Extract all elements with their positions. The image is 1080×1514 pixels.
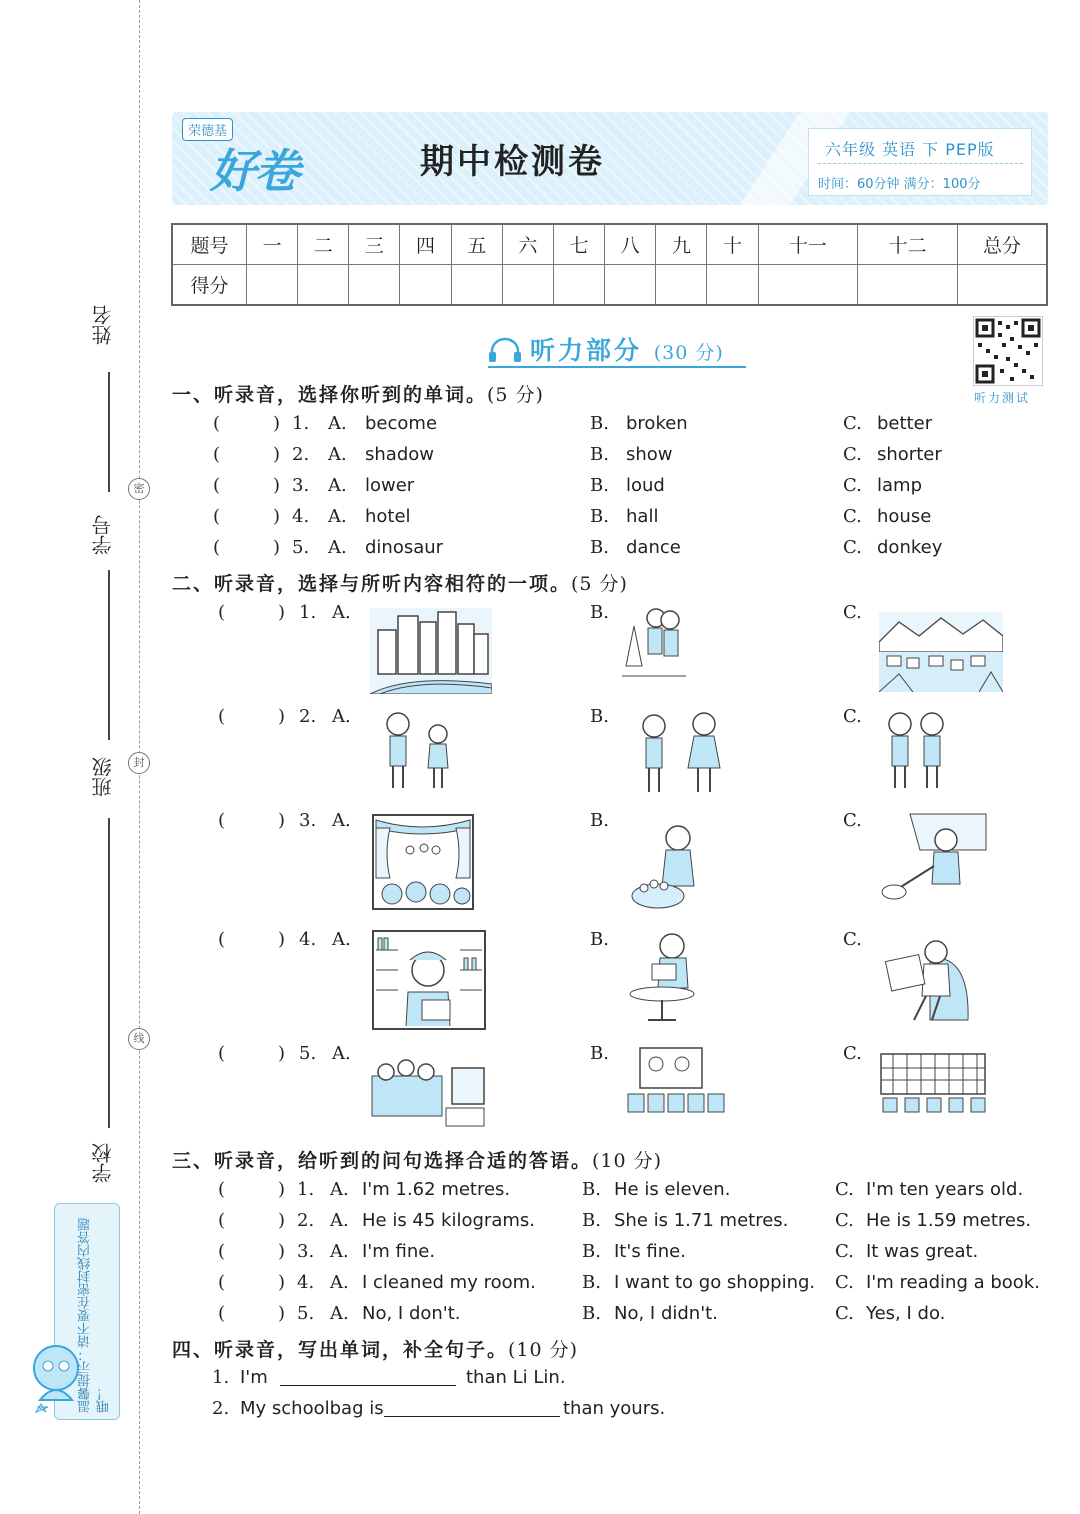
- option-c: shorter: [877, 444, 942, 465]
- section4-heading-text: 四、听录音，写出单词，补全句子。: [172, 1339, 509, 1361]
- s4-question-1: [0, 1367, 1080, 1397]
- question-number: 4.: [292, 506, 310, 527]
- answer-paren-open: (: [218, 1179, 226, 1200]
- s3-question-3: [0, 1241, 1080, 1271]
- option-a: shadow: [365, 444, 434, 465]
- option-b: hall: [626, 506, 659, 527]
- score-table-cell: 九: [656, 224, 707, 265]
- score-table-score-row: [172, 265, 1047, 306]
- class-write-line: [108, 818, 110, 1128]
- option-a: I'm fine.: [362, 1241, 436, 1262]
- option-b: It's fine.: [614, 1241, 686, 1262]
- two-boys-picture: [882, 710, 952, 790]
- fill-in-blank[interactable]: [280, 1367, 456, 1386]
- option-a-label: A.: [330, 1179, 349, 1200]
- option-b: show: [626, 444, 673, 465]
- option-b-label: B.: [582, 1303, 601, 1324]
- cinema-picture: [626, 1046, 726, 1114]
- answer-paren-open: (: [218, 1043, 226, 1064]
- boy-vacuuming-picture: [880, 810, 988, 902]
- s3-question-5: [0, 1303, 1080, 1333]
- s3-question-2: [0, 1210, 1080, 1240]
- option-c-label: C.: [843, 537, 862, 558]
- option-a-label: A.: [330, 1241, 349, 1262]
- score-table-header-row: [172, 224, 1047, 265]
- answer-paren-close: ): [278, 810, 286, 831]
- option-a-label: A.: [332, 602, 351, 623]
- option-c: I'm reading a book.: [866, 1272, 1040, 1293]
- answer-paren-open: (: [213, 444, 221, 465]
- score-table-cell: 题号: [172, 224, 247, 265]
- school-label: 学校: [91, 1143, 115, 1183]
- option-b: loud: [626, 475, 665, 496]
- score-input-cell[interactable]: [858, 265, 958, 306]
- section1-heading-text: 一、听录音，选择你听到的单词。: [172, 384, 488, 406]
- option-b-label: B.: [590, 475, 609, 496]
- answer-paren-close: ): [278, 706, 286, 727]
- qr-code[interactable]: [973, 316, 1043, 386]
- answer-blank[interactable]: [228, 475, 272, 499]
- score-input-cell[interactable]: [707, 265, 758, 306]
- answer-paren-close: ): [278, 1303, 286, 1324]
- option-a-label: A.: [328, 475, 347, 496]
- sentence-start: I'm: [240, 1367, 268, 1388]
- option-a: become: [365, 413, 438, 434]
- answer-paren-open: (: [218, 1210, 226, 1231]
- score-table: [171, 223, 1048, 306]
- option-b-label: B.: [582, 1241, 601, 1262]
- option-a-label: A.: [330, 1210, 349, 1231]
- listening-title-text: 听力部分: [530, 336, 643, 365]
- fill-in-blank[interactable]: [384, 1398, 560, 1417]
- answer-paren-open: (: [213, 506, 221, 527]
- option-c-label: C.: [835, 1272, 854, 1293]
- option-a-label: A.: [332, 706, 351, 727]
- answer-paren-open: (: [218, 810, 226, 831]
- answer-paren-close: ): [278, 929, 286, 950]
- question-number: 5.: [297, 1303, 315, 1324]
- answer-paren-close: ): [278, 1179, 286, 1200]
- answer-blank[interactable]: [232, 1179, 276, 1203]
- question-number: 3.: [297, 1241, 315, 1262]
- boy-washing-clothes-picture: [628, 822, 714, 914]
- answer-paren-open: (: [218, 1303, 226, 1324]
- option-b-label: B.: [590, 602, 609, 623]
- option-b: broken: [626, 413, 688, 434]
- option-c-label: C.: [843, 706, 862, 727]
- man-reading-newspaper-picture: [884, 936, 972, 1024]
- mountain-village-picture: [879, 612, 1003, 692]
- option-a-label: A.: [332, 929, 351, 950]
- question-number: 2.: [297, 1210, 315, 1231]
- option-c-label: C.: [835, 1210, 854, 1231]
- option-b: I want to go shopping.: [614, 1272, 816, 1293]
- section3-heading: [172, 1146, 662, 1173]
- option-b-label: B.: [590, 444, 609, 465]
- boy-and-girl-picture: [636, 708, 732, 798]
- option-b-label: B.: [590, 506, 609, 527]
- seal-feng: 封: [128, 752, 150, 774]
- tall-boy-short-girl-picture: [378, 710, 458, 790]
- option-c-label: C.: [843, 929, 862, 950]
- option-a-label: A.: [332, 1043, 351, 1064]
- option-c: He is 1.59 metres.: [866, 1210, 1032, 1231]
- section3-heading-text: 三、听录音，给听到的问句选择合适的答语。: [172, 1150, 593, 1172]
- section4-points: (10 分): [508, 1339, 579, 1361]
- brand-tag: 荣德基: [182, 118, 233, 141]
- s3-question-1: [0, 1179, 1080, 1209]
- s1-question-1: [0, 413, 1080, 443]
- score-input-cell[interactable]: [349, 265, 400, 306]
- option-b-label: B.: [582, 1179, 601, 1200]
- option-b-label: B.: [582, 1272, 601, 1293]
- answer-paren-open: (: [218, 706, 226, 727]
- sightseeing-girls-picture: [622, 606, 686, 680]
- score-table-cell: 十二: [858, 224, 958, 265]
- answer-blank[interactable]: [232, 1043, 276, 1067]
- answer-blank[interactable]: [232, 929, 276, 953]
- section3-points: (10 分): [592, 1150, 663, 1172]
- answer-blank[interactable]: [232, 706, 276, 730]
- s1-question-4: [0, 506, 1080, 536]
- score-input-cell[interactable]: [298, 265, 349, 306]
- stage-show-picture: [372, 814, 474, 910]
- answer-blank[interactable]: [228, 444, 272, 468]
- score-input-cell[interactable]: [502, 265, 553, 306]
- listening-underline: [488, 366, 746, 368]
- s1-question-3: [0, 475, 1080, 505]
- answer-blank[interactable]: [228, 413, 272, 437]
- answer-paren-open: (: [218, 602, 226, 623]
- answer-paren-close: ): [278, 602, 286, 623]
- option-b-label: B.: [590, 413, 609, 434]
- option-c-label: C.: [843, 1043, 862, 1064]
- answer-blank[interactable]: [232, 1210, 276, 1234]
- section4-heading: [172, 1335, 578, 1362]
- option-a: No, I don't.: [362, 1303, 461, 1324]
- answer-paren-open: (: [213, 413, 221, 434]
- option-a: hotel: [365, 506, 411, 527]
- qr-caption: 听力测试: [974, 391, 1031, 405]
- option-a-label: A.: [332, 810, 351, 831]
- option-b-label: B.: [590, 537, 609, 558]
- question-number: 2.: [292, 444, 310, 465]
- question-number: 1.: [299, 602, 317, 623]
- option-a-label: A.: [328, 506, 347, 527]
- option-a-label: A.: [330, 1303, 349, 1324]
- sentence-end: than yours.: [563, 1398, 666, 1419]
- option-c-label: C.: [843, 602, 862, 623]
- option-b: He is eleven.: [614, 1179, 731, 1200]
- listening-title: [488, 331, 724, 367]
- s3-question-4: [0, 1272, 1080, 1302]
- option-a-label: A.: [330, 1272, 349, 1293]
- question-number: 1.: [292, 413, 310, 434]
- sentence-end: than Li Lin.: [466, 1367, 566, 1388]
- answer-blank[interactable]: [232, 810, 276, 834]
- s1-question-5: [0, 537, 1080, 567]
- score-table-cell: 三: [349, 224, 400, 265]
- option-c: Yes, I do.: [866, 1303, 946, 1324]
- question-number: 3.: [292, 475, 310, 496]
- option-c-label: C.: [843, 444, 862, 465]
- seal-xian: 线: [128, 1028, 150, 1050]
- score-input-cell[interactable]: [247, 265, 298, 306]
- option-c-label: C.: [843, 810, 862, 831]
- score-input-cell[interactable]: [400, 265, 451, 306]
- seal-mi: 密: [128, 478, 150, 500]
- option-b-label: B.: [590, 1043, 609, 1064]
- score-input-cell[interactable]: [553, 265, 604, 306]
- score-table-cell: 六: [502, 224, 553, 265]
- option-c-label: C.: [835, 1179, 854, 1200]
- option-c-label: C.: [843, 413, 862, 434]
- answer-blank[interactable]: [232, 1303, 276, 1327]
- section1-heading: [172, 380, 544, 407]
- option-b-label: B.: [582, 1210, 601, 1231]
- answer-paren-open: (: [213, 537, 221, 558]
- option-a-label: A.: [328, 537, 347, 558]
- family-watching-tv-picture: [368, 1046, 486, 1128]
- section1-points: (5 分): [487, 384, 544, 406]
- option-a: I cleaned my room.: [362, 1272, 536, 1293]
- option-b-label: B.: [590, 929, 609, 950]
- name-label: 姓名: [91, 305, 115, 345]
- score-table-cell: 七: [553, 224, 604, 265]
- headphones-icon: [488, 337, 530, 363]
- option-c: It was great.: [866, 1241, 979, 1262]
- option-c: lamp: [877, 475, 922, 496]
- question-number: 4.: [299, 929, 317, 950]
- question-number: 1.: [297, 1179, 315, 1200]
- score-table-cell: 一: [247, 224, 298, 265]
- option-b-label: B.: [590, 810, 609, 831]
- question-number: 1.: [212, 1367, 230, 1388]
- option-c: donkey: [877, 537, 943, 558]
- brand-logo: 好卷: [210, 144, 298, 198]
- option-a-label: A.: [328, 444, 347, 465]
- option-c-label: C.: [835, 1303, 854, 1324]
- answer-paren-open: (: [218, 1241, 226, 1262]
- score-input-cell[interactable]: [605, 265, 656, 306]
- score-table-cell: 八: [605, 224, 656, 265]
- answer-paren-close: ): [273, 444, 281, 465]
- answer-paren-close: ): [273, 475, 281, 496]
- answer-blank[interactable]: [232, 1241, 276, 1265]
- question-number: 4.: [297, 1272, 315, 1293]
- answer-paren-close: ): [278, 1272, 286, 1293]
- option-b: No, I didn't.: [614, 1303, 718, 1324]
- answer-paren-open: (: [213, 475, 221, 496]
- answer-blank[interactable]: [232, 1272, 276, 1296]
- question-number: 3.: [299, 810, 317, 831]
- option-a-label: A.: [328, 413, 347, 434]
- score-row-label: 得分: [172, 265, 247, 306]
- answer-blank[interactable]: [228, 506, 272, 530]
- school-building-picture: [879, 1050, 987, 1114]
- score-table-cell: 五: [451, 224, 502, 265]
- qr-code-icon: [974, 317, 1042, 385]
- answer-paren-close: ): [273, 506, 281, 527]
- question-number: 5.: [292, 537, 310, 558]
- student-id-label: 学号: [91, 515, 115, 555]
- page-title: 期中检测卷: [420, 142, 605, 182]
- answer-paren-open: (: [218, 929, 226, 950]
- score-table-cell: 十一: [758, 224, 858, 265]
- section2-heading: [172, 569, 628, 596]
- section2-points: (5 分): [571, 573, 628, 595]
- question-number: 2.: [299, 706, 317, 727]
- score-table-cell: 总分: [958, 224, 1048, 265]
- answer-paren-close: ): [273, 413, 281, 434]
- option-b: dance: [626, 537, 681, 558]
- option-b-label: B.: [590, 706, 609, 727]
- tip-text: 温馨提示：请不要在密封线内答题哦！: [78, 1218, 112, 1413]
- option-c: house: [877, 506, 932, 527]
- listening-points: (30 分): [653, 342, 724, 364]
- answer-paren-close: ): [278, 1210, 286, 1231]
- option-c-label: C.: [843, 506, 862, 527]
- option-a: lower: [365, 475, 415, 496]
- score-input-cell[interactable]: [451, 265, 502, 306]
- score-table-cell: 四: [400, 224, 451, 265]
- answer-paren-open: (: [218, 1272, 226, 1293]
- grade-info: 六年级 英语 下 PEP版: [825, 140, 995, 159]
- s1-question-2: [0, 444, 1080, 474]
- option-c-label: C.: [843, 475, 862, 496]
- girl-reading-cafe-picture: [628, 930, 700, 1022]
- option-c-label: C.: [835, 1241, 854, 1262]
- s4-question-2: [0, 1398, 1080, 1428]
- city-buildings-picture: [370, 608, 492, 694]
- score-input-cell[interactable]: [758, 265, 858, 306]
- option-c: I'm ten years old.: [866, 1179, 1024, 1200]
- answer-paren-close: ): [278, 1241, 286, 1262]
- answer-blank[interactable]: [228, 537, 272, 561]
- answer-paren-close: ): [273, 537, 281, 558]
- score-table-cell: 十: [707, 224, 758, 265]
- boy-reading-library-picture: [372, 930, 486, 1030]
- answer-paren-close: ): [278, 1043, 286, 1064]
- class-label: 班级: [91, 757, 115, 797]
- answer-blank[interactable]: [232, 602, 276, 626]
- score-input-cell[interactable]: [656, 265, 707, 306]
- option-b: She is 1.71 metres.: [614, 1210, 789, 1231]
- option-a: I'm 1.62 metres.: [362, 1179, 511, 1200]
- score-input-cell[interactable]: [958, 265, 1048, 306]
- exam-info: 时间：60分钟 满分：100分: [818, 177, 981, 192]
- section2-heading-text: 二、听录音，选择与所听内容相符的一项。: [172, 573, 572, 595]
- question-number: 2.: [212, 1398, 230, 1419]
- info-divider: [818, 163, 1023, 164]
- sentence-start: My schoolbag is: [240, 1398, 384, 1419]
- score-table-cell: 二: [298, 224, 349, 265]
- option-c: better: [877, 413, 933, 434]
- option-a: dinosaur: [365, 537, 444, 558]
- option-a: He is 45 kilograms.: [362, 1210, 535, 1231]
- question-number: 5.: [299, 1043, 317, 1064]
